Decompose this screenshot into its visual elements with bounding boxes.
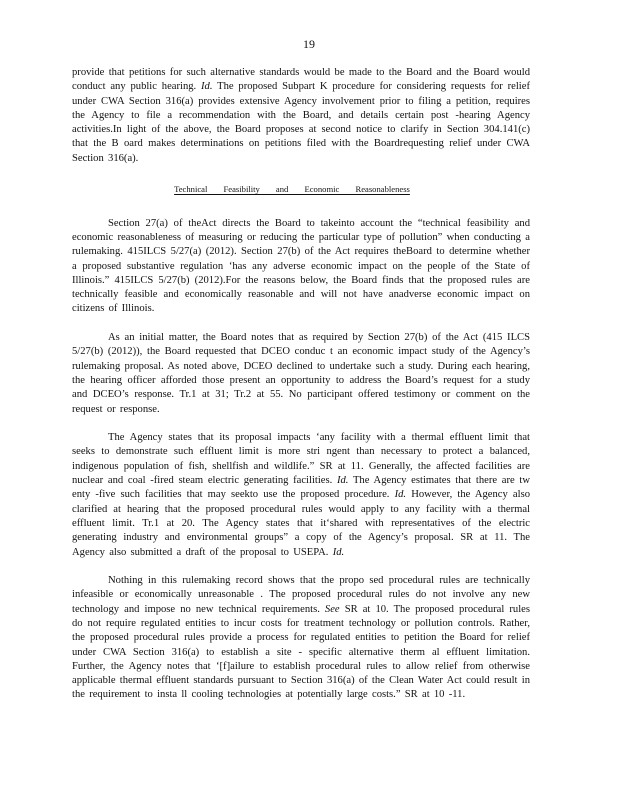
p4-text-c: However, the Agency also clarified at hearing that the proposed procedural rules would apply to any facility with a thermal effluent limit. Tr.1 at 20. The Agency states that it‘shared with representatives of the electric generating industry and environmental groups” a copy of the Agency’s proposal. SR at 11. The Agency also submitted a draft of the proposal to USEPA.	[72, 489, 530, 558]
p3-text: As an initial matter, the Board notes that as required by Section 27(b) of the Act (415 ILCS 5/27(b) (2012)), the Board requested that DCEO conduc t an economic impact study of the Agency’s rulemaking proposal. As noted above, DCEO declined to undertake such a study. During each hearing, the hearing officer afforded those present an opportunity to address the Board’s request for a study and DCEO’s response. Tr.1 at 31; Tr.2 at 55. No participant offered testimony or comment on the request or response.	[72, 332, 530, 415]
paragraph-dceo-study	[72, 331, 530, 417]
paragraph-feasibility-finding	[72, 574, 530, 703]
citation-id: Id.	[336, 475, 349, 487]
citation-id: Id.	[201, 81, 213, 93]
page-number: 19	[303, 37, 315, 51]
p4-text-a: The Agency states that its proposal impacts ‘any facility with a thermal effluent limit that seeks to demonstrate such effluent limit is more stri ngent than necessary to protect a balanced, indigenous population of fish, shellfish and wildlife.” SR at 11. Generally, the affected facilities are nuclear and coal -fired steam electric generating facilities.	[72, 432, 530, 487]
document-body	[72, 66, 530, 717]
p5-text-a: Nothing in this rulemaking record shows that the propo sed procedural rules are technically infeasible or economically unreasonable . The proposed procedural rules do not involve any new technology and impose no new technical requirements.	[72, 575, 530, 615]
p2-text: Section 27(a) of theAct directs the Board to takeinto account the “technical feasibility and economic reasonableness of measuring or reducing the particular type of pollution” when conducting a rulemaking. 415ILCS 5/27(a) (2012). Section 27(b) of the Act requires theBoard to determine whether a proposed substantive regulation ‘has any adverse economic impact on the people of the State of Illinois.” 415ILCS 5/27(b) (2012).For the reasons below, the Board finds that the proposed rules are technically feasible and economically reasonable and will not have anadverse economic impact on citizens of Illinois.	[72, 217, 530, 315]
p1-text-a: provide that petitions for such alternative standards would be made to the Board and the Board would conduct any public hearing.	[72, 67, 530, 93]
section-heading: Technical Feasibility and Economic Reasonableness	[174, 184, 410, 195]
p5-text-b: SR at 10. The proposed procedural rules do not require regulated entities to incur costs for treatment technology or pollution controls. Rather, the proposed procedural rules provide a process for regulated entities to petition the Board for relief under CWA Section 316(a) to establish a site - specific alternative therm al effluent limitation. Further, the Agency notes that ‘[f]ailure to establish procedural rules to allow relief from otherwise applicable thermal effluent standards pursuant to Section 316(a) of the Clean Water Act could result in the requirement to insta ll cooling technologies at potentially large costs.” SR at 10 -11.	[72, 603, 530, 701]
p1-text-b: The proposed Subpart K procedure for considering requests for relief under CWA Section 316(a) provides extensive Agency involvement prior to filing a petition, requires the Agency to file a recommendation with the Board, and details certain post -hearing Agency activities.In light of the above, the Board proposes at second notice to clarify in Section 304.141(c) that the B oard makes determinations on petitions filed with the Boardrequesting relief under CWA Section 316(a).	[72, 81, 530, 164]
paragraph-continuation	[72, 66, 530, 166]
paragraph-agency-impacts	[72, 431, 530, 560]
citation-id: Id.	[394, 489, 407, 501]
paragraph-section-27	[72, 217, 530, 317]
p4-text-b: The Agency estimates that there are tw enty -five such facilities that may seekto use the proposed procedure.	[72, 475, 530, 501]
citation-id: Id.	[332, 546, 345, 558]
citation-see: See	[324, 603, 340, 615]
